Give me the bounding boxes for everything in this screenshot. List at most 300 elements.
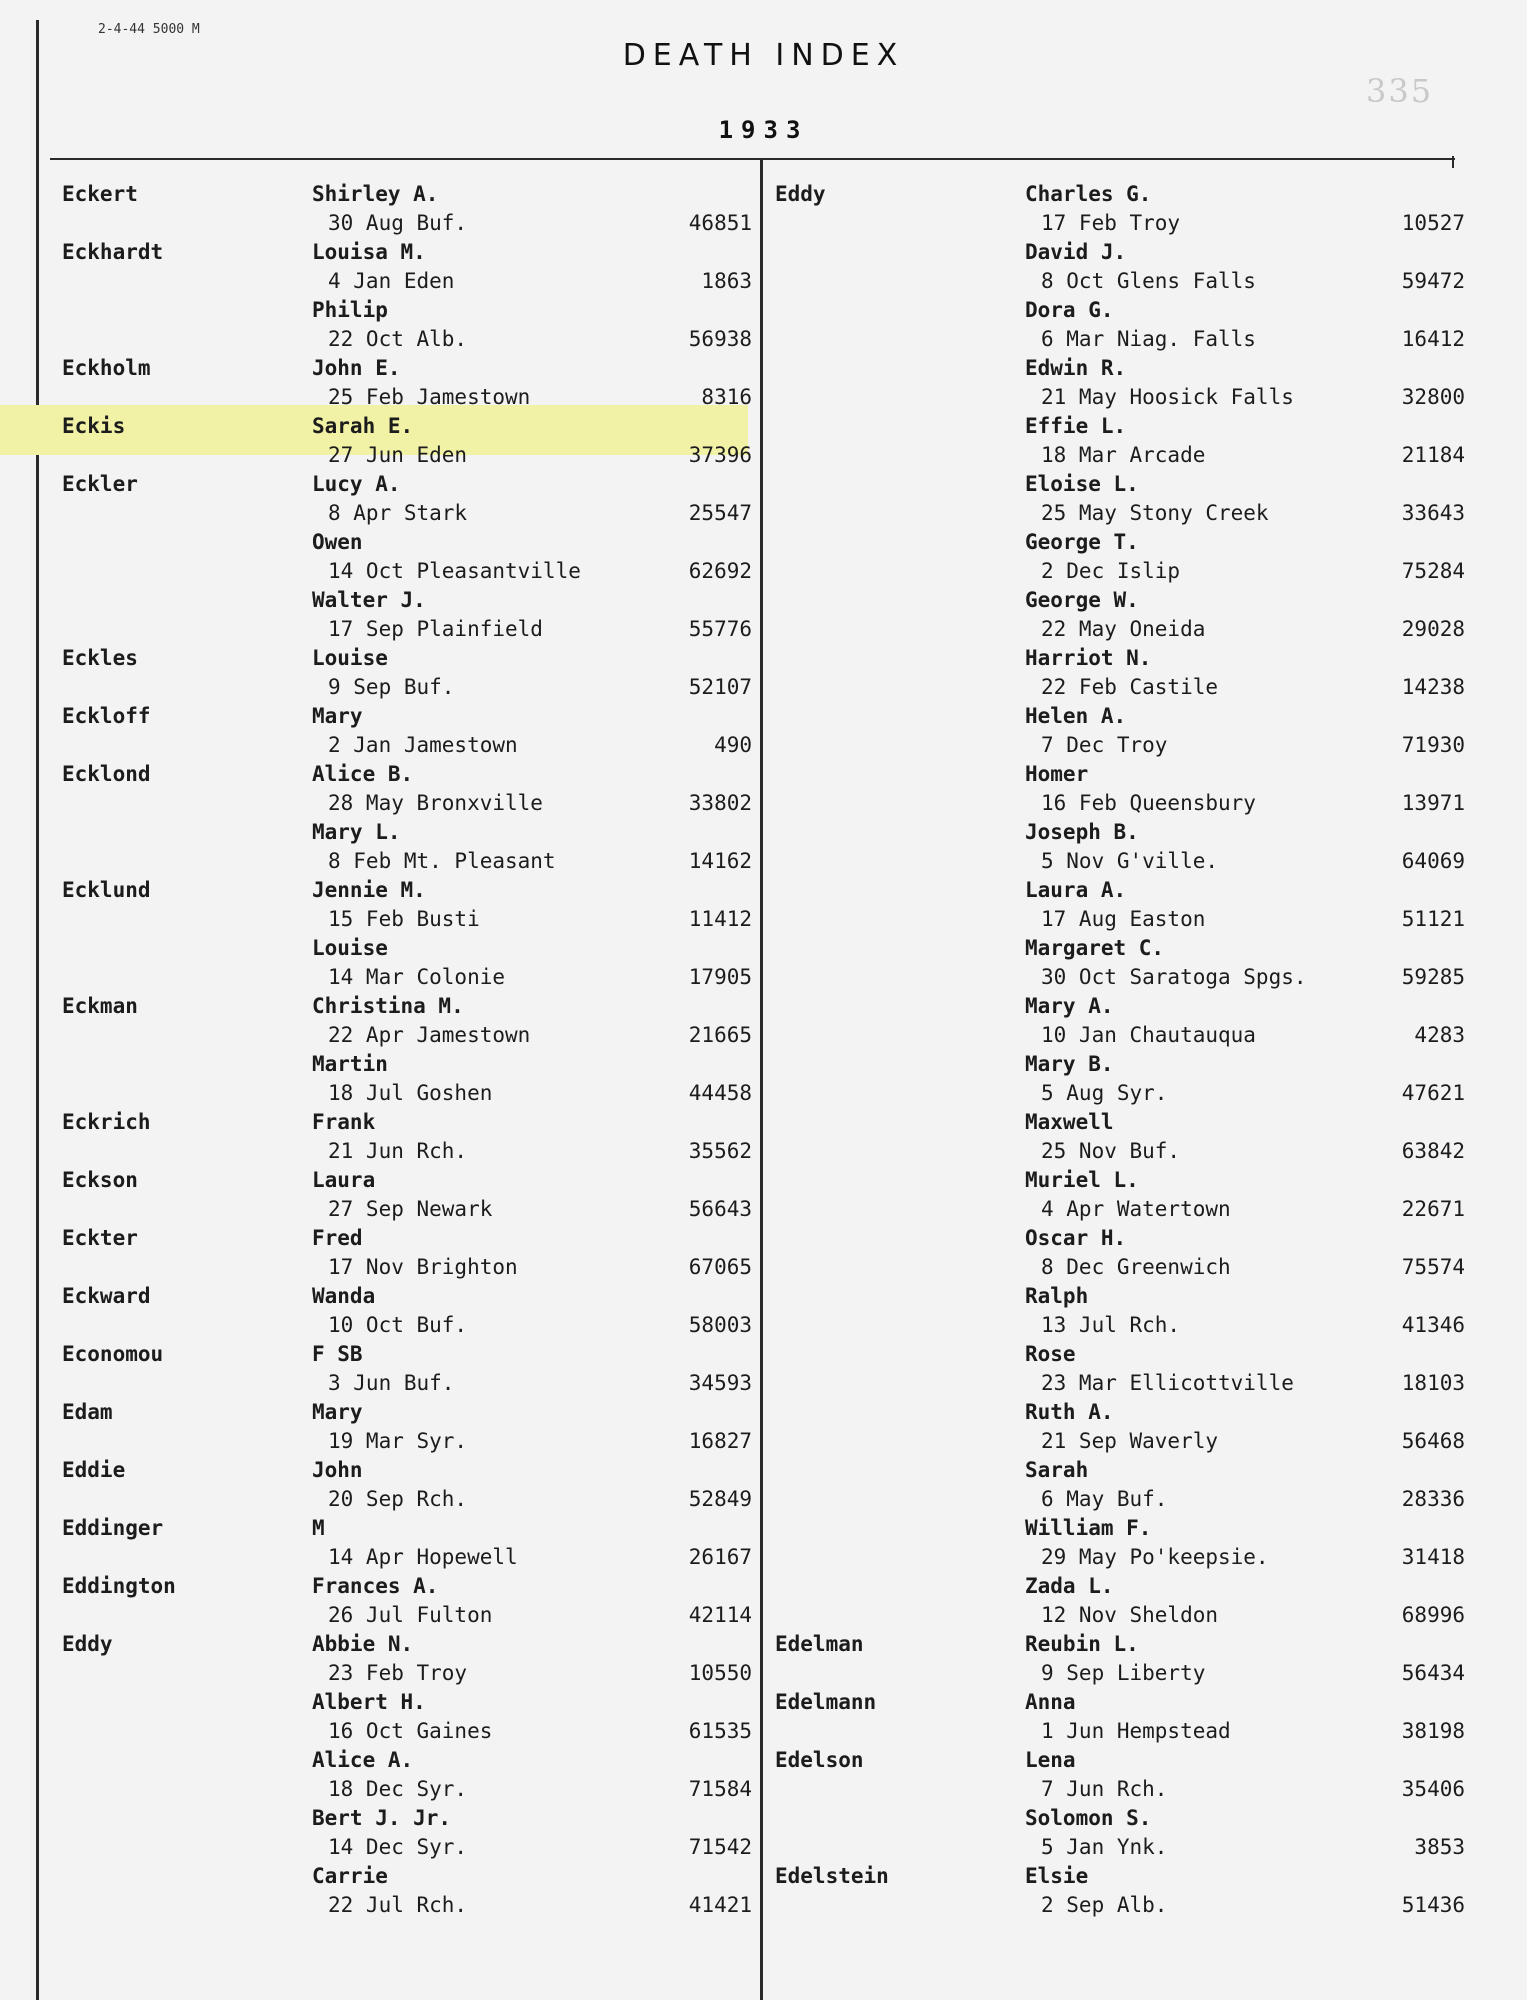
index-entry	[62, 1630, 762, 1688]
given-name: Joseph B.	[1025, 820, 1139, 844]
surname: Economou	[62, 1342, 164, 1366]
index-entry	[62, 876, 762, 934]
index-entry	[775, 1224, 1475, 1282]
surname: Edelson	[775, 1748, 864, 1772]
entry-body	[312, 1224, 652, 1282]
index-entry	[62, 1456, 762, 1514]
death-date-place: 9 Sep Liberty	[1041, 1661, 1206, 1685]
death-date-place: 19 Mar Syr.	[328, 1429, 468, 1453]
entry-body	[312, 1340, 652, 1398]
entry-body	[1025, 1224, 1365, 1282]
death-date-place: 8 Oct Glens Falls	[1041, 269, 1256, 293]
entry-body	[1025, 1572, 1365, 1630]
index-entry	[775, 1862, 1475, 1920]
given-name: Owen	[312, 530, 363, 554]
death-date-place: 28 May Bronxville	[328, 791, 543, 815]
surname	[775, 992, 1025, 1050]
entry-body	[312, 1108, 652, 1166]
entry-body	[1025, 1456, 1365, 1514]
surname	[62, 586, 312, 644]
death-date-place: 29 May Po'keepsie.	[1041, 1545, 1269, 1569]
index-entry	[775, 760, 1475, 818]
certificate-number: 33802	[688, 791, 752, 815]
certificate-number: 52849	[688, 1487, 752, 1511]
death-date-place: 16 Feb Queensbury	[1041, 791, 1256, 815]
index-entry	[62, 586, 762, 644]
index-entry	[775, 470, 1475, 528]
header-rule	[50, 158, 1455, 160]
given-name: Frank	[312, 1110, 376, 1134]
surname: Eckson	[62, 1168, 138, 1192]
certificate-number: 35562	[688, 1139, 752, 1163]
certificate-number: 41346	[1401, 1313, 1465, 1337]
entry-body	[1025, 644, 1365, 702]
entry-body	[312, 1050, 652, 1108]
death-date-place: 25 May Stony Creek	[1041, 501, 1269, 525]
certificate-number: 52107	[688, 675, 752, 699]
index-entry	[775, 1572, 1475, 1630]
given-name: F SB	[312, 1342, 363, 1366]
entry-body	[312, 760, 652, 818]
certificate-number: 10527	[1401, 211, 1465, 235]
entry-body	[312, 528, 652, 586]
surname	[62, 1050, 312, 1108]
surname	[62, 528, 312, 586]
index-entry	[775, 296, 1475, 354]
given-name: Lena	[1025, 1748, 1076, 1772]
index-entry	[62, 1398, 762, 1456]
death-date-place: 17 Sep Plainfield	[328, 617, 543, 641]
certificate-number: 59285	[1401, 965, 1465, 989]
index-entry	[62, 1746, 762, 1804]
entry-body	[1025, 1166, 1365, 1224]
index-year: 1933	[718, 116, 809, 144]
entry-body	[1025, 528, 1365, 586]
entry-body	[312, 180, 652, 238]
given-name: Abbie N.	[312, 1632, 414, 1656]
given-name: Ruth A.	[1025, 1400, 1114, 1424]
given-name: Philip	[312, 298, 388, 322]
death-date-place: 22 Apr Jamestown	[328, 1023, 531, 1047]
surname	[775, 702, 1025, 760]
given-name: Edwin R.	[1025, 356, 1127, 380]
death-date-place: 8 Apr Stark	[328, 501, 468, 525]
entry-body	[1025, 1746, 1365, 1804]
entry-body	[312, 1514, 652, 1572]
index-entry	[62, 1108, 762, 1166]
death-date-place: 5 Nov G'ville.	[1041, 849, 1219, 873]
entry-body	[1025, 934, 1365, 992]
certificate-number: 1863	[701, 269, 752, 293]
entry-body	[312, 1804, 652, 1862]
index-entry	[775, 1456, 1475, 1514]
certificate-number: 75574	[1401, 1255, 1465, 1279]
index-entry	[62, 1050, 762, 1108]
right-border-tick	[1452, 156, 1454, 168]
surname: Edelstein	[775, 1864, 889, 1888]
death-date-place: 7 Dec Troy	[1041, 733, 1168, 757]
certificate-number: 51436	[1401, 1893, 1465, 1917]
surname	[62, 1746, 312, 1804]
certificate-number: 46851	[688, 211, 752, 235]
death-date-place: 2 Sep Alb.	[1041, 1893, 1168, 1917]
index-entry	[62, 818, 762, 876]
certificate-number: 18103	[1401, 1371, 1465, 1395]
index-entry	[775, 876, 1475, 934]
surname	[775, 1108, 1025, 1166]
certificate-number: 28336	[1401, 1487, 1465, 1511]
surname: Eckis	[62, 414, 126, 438]
certificate-number: 64069	[1401, 849, 1465, 873]
death-date-place: 2 Jan Jamestown	[328, 733, 518, 757]
surname: Eckholm	[62, 356, 151, 380]
entry-body	[312, 470, 652, 528]
death-date-place: 25 Feb Jamestown	[328, 385, 531, 409]
page-title: DEATH INDEX	[622, 38, 905, 73]
index-entry	[775, 1282, 1475, 1340]
entry-body	[1025, 818, 1365, 876]
death-date-place: 21 Jun Rch.	[328, 1139, 468, 1163]
death-date-place: 18 Dec Syr.	[328, 1777, 468, 1801]
certificate-number: 44458	[688, 1081, 752, 1105]
certificate-number: 56468	[1401, 1429, 1465, 1453]
page-number: 335	[1366, 72, 1434, 110]
certificate-number: 31418	[1401, 1545, 1465, 1569]
entry-body	[1025, 238, 1365, 296]
certificate-number: 75284	[1401, 559, 1465, 583]
index-entry	[62, 412, 762, 470]
certificate-number: 34593	[688, 1371, 752, 1395]
given-name: Sarah E.	[312, 414, 414, 438]
index-entry	[62, 644, 762, 702]
given-name: Homer	[1025, 762, 1089, 786]
given-name: M	[312, 1516, 325, 1540]
given-name: Mary L.	[312, 820, 401, 844]
index-entry	[62, 1514, 762, 1572]
surname: Eddington	[62, 1574, 176, 1598]
certificate-number: 8316	[701, 385, 752, 409]
index-entry	[775, 1630, 1475, 1688]
entry-body	[312, 586, 652, 644]
given-name: Louise	[312, 646, 388, 670]
certificate-number: 16412	[1401, 327, 1465, 351]
index-entry	[62, 180, 762, 238]
certificate-number: 11412	[688, 907, 752, 931]
surname	[62, 296, 312, 354]
given-name: Wanda	[312, 1284, 376, 1308]
death-date-place: 27 Jun Eden	[328, 443, 468, 467]
death-date-place: 9 Sep Buf.	[328, 675, 455, 699]
death-date-place: 18 Mar Arcade	[1041, 443, 1206, 467]
entry-body	[1025, 1108, 1365, 1166]
certificate-number: 68996	[1401, 1603, 1465, 1627]
certificate-number: 41421	[688, 1893, 752, 1917]
death-date-place: 17 Aug Easton	[1041, 907, 1206, 931]
index-entry	[62, 1282, 762, 1340]
entry-body	[312, 354, 652, 412]
certificate-number: 71542	[688, 1835, 752, 1859]
entry-body	[1025, 1630, 1365, 1688]
given-name: Carrie	[312, 1864, 388, 1888]
certificate-number: 33643	[1401, 501, 1465, 525]
given-name: Helen A.	[1025, 704, 1127, 728]
certificate-number: 17905	[688, 965, 752, 989]
left-column	[62, 180, 762, 1920]
entry-body	[312, 1456, 652, 1514]
index-entry	[775, 1746, 1475, 1804]
death-date-place: 4 Jan Eden	[328, 269, 455, 293]
index-entry	[775, 354, 1475, 412]
death-date-place: 26 Jul Fulton	[328, 1603, 493, 1627]
entry-body	[312, 1862, 652, 1920]
certificate-number: 38198	[1401, 1719, 1465, 1743]
death-date-place: 23 Mar Ellicottville	[1041, 1371, 1294, 1395]
given-name: Mary A.	[1025, 994, 1114, 1018]
given-name: Zada L.	[1025, 1574, 1114, 1598]
surname	[775, 354, 1025, 412]
given-name: Laura	[312, 1168, 376, 1192]
surname	[62, 934, 312, 992]
given-name: Reubin L.	[1025, 1632, 1139, 1656]
given-name: Bert J. Jr.	[312, 1806, 452, 1830]
surname: Eckward	[62, 1284, 151, 1308]
given-name: Frances A.	[312, 1574, 439, 1598]
index-entry	[62, 470, 762, 528]
death-date-place: 25 Nov Buf.	[1041, 1139, 1181, 1163]
death-date-place: 18 Jul Goshen	[328, 1081, 493, 1105]
certificate-number: 71584	[688, 1777, 752, 1801]
surname: Eckrich	[62, 1110, 151, 1134]
given-name: Louise	[312, 936, 388, 960]
surname: Eddy	[62, 1632, 113, 1656]
surname: Ecklond	[62, 762, 151, 786]
death-date-place: 6 Mar Niag. Falls	[1041, 327, 1256, 351]
index-entry	[62, 1340, 762, 1398]
index-entry	[775, 1108, 1475, 1166]
surname	[775, 760, 1025, 818]
death-date-place: 16 Oct Gaines	[328, 1719, 493, 1743]
given-name: Harriot N.	[1025, 646, 1152, 670]
surname: Eckter	[62, 1226, 138, 1250]
certificate-number: 62692	[688, 559, 752, 583]
entry-body	[312, 702, 652, 760]
certificate-number: 71930	[1401, 733, 1465, 757]
index-entry	[775, 934, 1475, 992]
certificate-number: 4283	[1414, 1023, 1465, 1047]
certificate-number: 26167	[688, 1545, 752, 1569]
surname: Eddinger	[62, 1516, 164, 1540]
index-entry	[62, 1688, 762, 1746]
given-name: Effie L.	[1025, 414, 1127, 438]
given-name: Lucy A.	[312, 472, 401, 496]
certificate-number: 32800	[1401, 385, 1465, 409]
death-date-place: 12 Nov Sheldon	[1041, 1603, 1219, 1627]
surname	[775, 934, 1025, 992]
index-entry	[775, 1050, 1475, 1108]
certificate-number: 37396	[688, 443, 752, 467]
certificate-number: 10550	[688, 1661, 752, 1685]
index-entry	[775, 1166, 1475, 1224]
surname: Eckert	[62, 182, 138, 206]
given-name: Maxwell	[1025, 1110, 1114, 1134]
surname	[775, 1224, 1025, 1282]
index-entry	[775, 818, 1475, 876]
given-name: Christina M.	[312, 994, 464, 1018]
given-name: Fred	[312, 1226, 363, 1250]
given-name: Walter J.	[312, 588, 426, 612]
certificate-number: 29028	[1401, 617, 1465, 641]
death-date-place: 22 May Oneida	[1041, 617, 1206, 641]
certificate-number: 42114	[688, 1603, 752, 1627]
index-entry	[62, 1862, 762, 1920]
index-entry	[775, 412, 1475, 470]
certificate-number: 21665	[688, 1023, 752, 1047]
surname: Ecklund	[62, 878, 151, 902]
index-entry	[62, 296, 762, 354]
surname: Edam	[62, 1400, 113, 1424]
entry-body	[312, 1630, 652, 1688]
surname	[775, 238, 1025, 296]
index-entry	[62, 760, 762, 818]
certificate-number: 56643	[688, 1197, 752, 1221]
surname: Eddy	[775, 182, 826, 206]
entry-body	[1025, 296, 1365, 354]
death-date-place: 3 Jun Buf.	[328, 1371, 455, 1395]
entry-body	[1025, 702, 1365, 760]
given-name: Margaret C.	[1025, 936, 1165, 960]
given-name: Charles G.	[1025, 182, 1152, 206]
surname	[775, 644, 1025, 702]
entry-body	[312, 1572, 652, 1630]
given-name: Mary	[312, 704, 363, 728]
death-date-place: 6 May Buf.	[1041, 1487, 1168, 1511]
certificate-number: 67065	[688, 1255, 752, 1279]
index-entry	[775, 1514, 1475, 1572]
certificate-number: 25547	[688, 501, 752, 525]
index-entry	[62, 702, 762, 760]
death-date-place: 30 Aug Buf.	[328, 211, 468, 235]
entry-body	[1025, 354, 1365, 412]
surname: Eckhardt	[62, 240, 164, 264]
index-entry	[62, 1224, 762, 1282]
index-entry	[775, 586, 1475, 644]
certificate-number: 14238	[1401, 675, 1465, 699]
index-entry	[62, 1804, 762, 1862]
surname	[62, 1688, 312, 1746]
death-date-place: 10 Jan Chautauqua	[1041, 1023, 1256, 1047]
entry-body	[1025, 1282, 1365, 1340]
death-date-place: 13 Jul Rch.	[1041, 1313, 1181, 1337]
given-name: Albert H.	[312, 1690, 426, 1714]
given-name: Louisa M.	[312, 240, 426, 264]
entry-body	[312, 992, 652, 1050]
surname: Eckloff	[62, 704, 151, 728]
entry-body	[312, 1746, 652, 1804]
death-date-place: 15 Feb Busti	[328, 907, 480, 931]
certificate-number: 47621	[1401, 1081, 1465, 1105]
surname	[775, 412, 1025, 470]
entry-body	[312, 1166, 652, 1224]
index-entry	[775, 992, 1475, 1050]
index-entry	[775, 1804, 1475, 1862]
death-date-place: 4 Apr Watertown	[1041, 1197, 1231, 1221]
index-entry	[775, 1398, 1475, 1456]
index-entry	[62, 238, 762, 296]
given-name: Laura A.	[1025, 878, 1127, 902]
surname	[775, 1340, 1025, 1398]
given-name: Shirley A.	[312, 182, 439, 206]
surname: Eckman	[62, 994, 138, 1018]
given-name: Ralph	[1025, 1284, 1089, 1308]
entry-body	[1025, 1050, 1365, 1108]
certificate-number: 13971	[1401, 791, 1465, 815]
certificate-number: 490	[714, 733, 752, 757]
given-name: John E.	[312, 356, 401, 380]
entry-body	[1025, 1514, 1365, 1572]
death-date-place: 14 Oct Pleasantville	[328, 559, 581, 583]
index-entry	[775, 1688, 1475, 1746]
surname	[775, 1572, 1025, 1630]
given-name: Mary	[312, 1400, 363, 1424]
death-date-place: 22 Jul Rch.	[328, 1893, 468, 1917]
given-name: Mary B.	[1025, 1052, 1114, 1076]
surname: Eckler	[62, 472, 138, 496]
surname	[775, 1398, 1025, 1456]
certificate-number: 16827	[688, 1429, 752, 1453]
surname	[775, 1166, 1025, 1224]
certificate-number: 21184	[1401, 443, 1465, 467]
death-date-place: 10 Oct Buf.	[328, 1313, 468, 1337]
given-name: Dora G.	[1025, 298, 1114, 322]
index-entry	[775, 1340, 1475, 1398]
given-name: Anna	[1025, 1690, 1076, 1714]
index-entry	[775, 238, 1475, 296]
entry-body	[1025, 586, 1365, 644]
index-entry	[62, 934, 762, 992]
entry-body	[1025, 1862, 1365, 1920]
given-name: Rose	[1025, 1342, 1076, 1366]
death-date-place: 20 Sep Rch.	[328, 1487, 468, 1511]
surname	[775, 1804, 1025, 1862]
index-entry	[62, 1572, 762, 1630]
death-date-place: 14 Dec Syr.	[328, 1835, 468, 1859]
entry-body	[312, 876, 652, 934]
death-date-place: 1 Jun Hempstead	[1041, 1719, 1231, 1743]
right-column	[775, 180, 1475, 1920]
entry-body	[312, 1688, 652, 1746]
surname	[775, 296, 1025, 354]
death-date-place: 8 Feb Mt. Pleasant	[328, 849, 556, 873]
death-date-place: 14 Apr Hopewell	[328, 1545, 518, 1569]
given-name: Solomon S.	[1025, 1806, 1152, 1830]
entry-body	[312, 1282, 652, 1340]
death-date-place: 30 Oct Saratoga Spgs.	[1041, 965, 1307, 989]
index-entry	[775, 702, 1475, 760]
given-name: William F.	[1025, 1516, 1152, 1540]
surname	[775, 470, 1025, 528]
certificate-number: 35406	[1401, 1777, 1465, 1801]
given-name: David J.	[1025, 240, 1127, 264]
form-code: 2-4-44 5000 M	[98, 22, 200, 37]
entry-body	[1025, 412, 1365, 470]
death-date-place: 17 Feb Troy	[1041, 211, 1181, 235]
given-name: Eloise L.	[1025, 472, 1139, 496]
index-entry	[775, 644, 1475, 702]
surname	[775, 818, 1025, 876]
surname	[775, 1050, 1025, 1108]
entry-body	[1025, 992, 1365, 1050]
surname: Edelman	[775, 1632, 864, 1656]
